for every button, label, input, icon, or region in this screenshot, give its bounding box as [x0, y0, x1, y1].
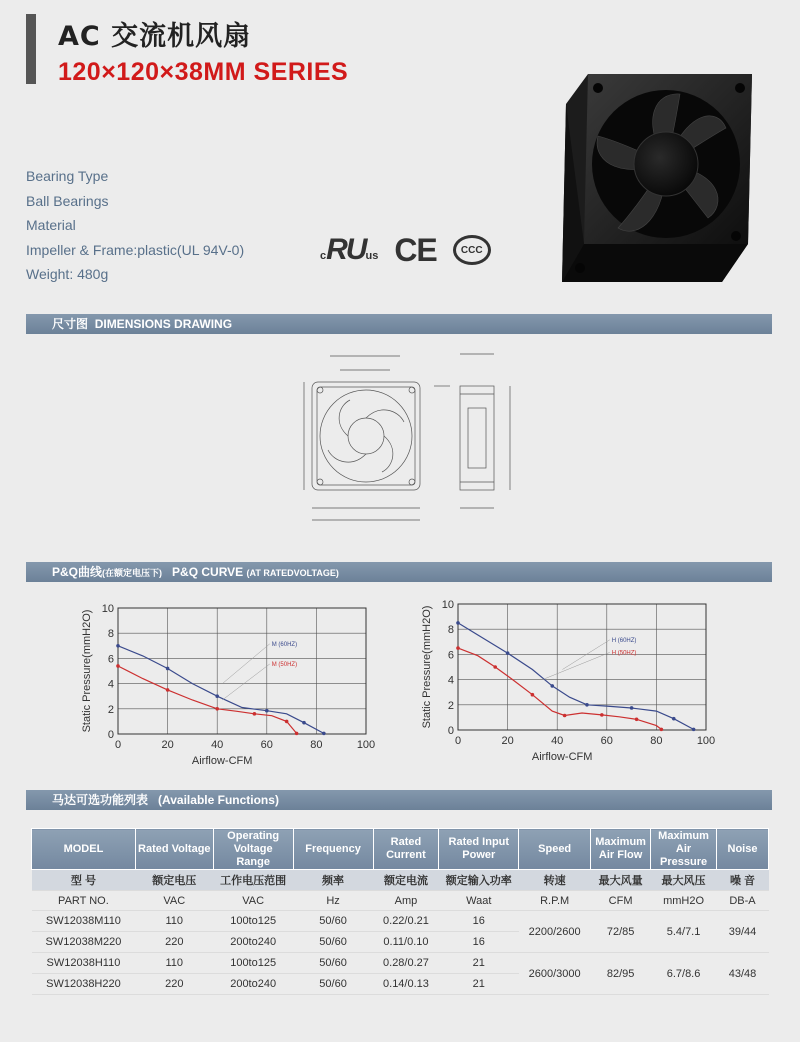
frequency-cell: 50/60: [293, 911, 373, 932]
unit-cell: CFM: [591, 891, 651, 911]
x-tick-label: 40: [211, 739, 224, 751]
title-accent-bar: [26, 14, 36, 84]
certification-logos: [320, 232, 491, 268]
power-cell: 16: [439, 911, 519, 932]
legend-label: M (60HZ): [271, 641, 298, 648]
series-point: [672, 717, 676, 721]
series-point: [585, 703, 589, 707]
series-line: [458, 648, 661, 729]
x-tick-label: 80: [650, 735, 663, 747]
rated-voltage-cell: 110: [135, 953, 213, 974]
cn-header: 额定电流: [373, 870, 439, 891]
table-units-row: [32, 891, 769, 911]
y-axis-label: Static Pressure(mmH2O): [81, 609, 93, 733]
model-cell: SW12038H110: [32, 953, 136, 974]
series-point: [456, 646, 460, 650]
col-noise: Noise: [717, 829, 769, 870]
unit-cell: DB-A: [717, 891, 769, 911]
series-title: 120×120×38MM SERIES: [58, 58, 349, 86]
cn-header: 最大风压: [651, 870, 717, 891]
voltage-range-cell: 200to240: [213, 974, 293, 995]
series-point: [166, 688, 170, 692]
y-tick-label: 2: [447, 699, 454, 712]
x-tick-label: 0: [454, 735, 462, 747]
series-point: [635, 717, 639, 721]
pq-chart-h-series: [416, 592, 726, 772]
power-cell: 21: [439, 953, 519, 974]
series-line: [118, 646, 324, 734]
model-cell: SW12038M220: [32, 932, 136, 953]
ce-mark-icon: CE: [394, 231, 437, 268]
x-tick-label: 60: [600, 735, 613, 747]
legend-label: H (50HZ): [611, 650, 637, 657]
table-row: [32, 911, 769, 932]
current-cell: 0.11/0.10: [373, 932, 439, 953]
series-point: [550, 684, 554, 688]
bearing-label: Bearing Type: [26, 168, 109, 184]
y-tick-label: 8: [107, 628, 114, 641]
functions-table: [31, 828, 769, 995]
current-cell: 0.14/0.13: [373, 974, 439, 995]
dimensions-drawing: [300, 348, 530, 543]
series-point: [253, 712, 257, 716]
x-axis-label: Airflow-CFM: [531, 751, 593, 763]
ul-mark-icon: c RU us: [320, 233, 379, 266]
legend-leader: [222, 644, 269, 684]
x-tick-label: 20: [161, 739, 174, 751]
x-tick-label: 100: [696, 735, 716, 747]
x-tick-label: 40: [551, 735, 564, 747]
col-rated-current: Rated Current: [373, 829, 439, 870]
cn-header: 频率: [293, 870, 373, 891]
series-point: [116, 664, 120, 668]
unit-cell: PART NO.: [32, 891, 136, 911]
cn-header: 工作电压范围: [213, 870, 293, 891]
y-tick-label: 0: [107, 729, 114, 741]
series-point: [456, 621, 460, 625]
cn-header: 转速: [519, 870, 591, 891]
series-line: [118, 666, 297, 733]
rated-voltage-cell: 220: [135, 932, 213, 953]
x-tick-label: 20: [501, 735, 514, 747]
rated-voltage-cell: 220: [135, 974, 213, 995]
series-point: [630, 706, 634, 710]
model-cell: SW12038M110: [32, 911, 136, 932]
fan-product-image: [558, 68, 754, 284]
voltage-range-cell: 100to125: [213, 911, 293, 932]
cn-header: 最大风量: [591, 870, 651, 891]
legend-label: M (50HZ): [271, 661, 298, 668]
x-tick-label: 100: [356, 739, 376, 751]
model-cell: SW12038H220: [32, 974, 136, 995]
bearing-value: Ball Bearings: [26, 192, 109, 209]
pq-chart-m-series: [76, 596, 386, 776]
unit-cell: Hz: [293, 891, 373, 911]
y-tick-label: 4: [447, 674, 454, 687]
series-point: [531, 693, 535, 697]
spec-list: [26, 164, 244, 287]
page-title: AC 交流机风扇: [58, 21, 252, 52]
noise-cell: 43/48: [717, 953, 769, 995]
unit-cell: mmH2O: [651, 891, 717, 911]
y-tick-label: 10: [101, 603, 114, 615]
x-tick-label: 80: [310, 739, 323, 751]
unit-cell: VAC: [213, 891, 293, 911]
series-point: [506, 651, 510, 655]
cn-header: 额定电压: [135, 870, 213, 891]
unit-cell: Amp: [373, 891, 439, 911]
airflow-cell: 72/85: [591, 911, 651, 953]
weight-value: Weight: 480g: [26, 266, 109, 282]
series-point: [285, 720, 289, 724]
frequency-cell: 50/60: [293, 974, 373, 995]
legend-leader: [222, 664, 269, 700]
frequency-cell: 50/60: [293, 953, 373, 974]
y-tick-label: 4: [107, 678, 114, 691]
col-model: MODEL: [32, 829, 136, 870]
ccc-mark-icon: CCC: [453, 235, 491, 265]
noise-cell: 39/44: [717, 911, 769, 953]
voltage-range-cell: 100to125: [213, 953, 293, 974]
unit-cell: VAC: [135, 891, 213, 911]
series-point: [166, 667, 170, 671]
series-point: [600, 713, 604, 717]
series-point: [215, 694, 219, 698]
series-point: [295, 732, 299, 736]
series-point: [322, 732, 326, 736]
speed-cell: 2600/3000: [519, 953, 591, 995]
series-point: [215, 707, 219, 711]
functions-section-header: 马达可选功能列表 (Available Functions): [26, 790, 772, 810]
legend-leader: [543, 652, 610, 679]
table-header-row: [32, 829, 769, 870]
series-point: [563, 714, 567, 718]
unit-cell: Waat: [439, 891, 519, 911]
y-tick-label: 8: [447, 624, 454, 637]
series-point: [116, 644, 120, 648]
rated-voltage-cell: 110: [135, 911, 213, 932]
y-tick-label: 0: [447, 725, 454, 737]
y-axis-label: Static Pressure(mmH2O): [421, 605, 433, 729]
power-cell: 16: [439, 932, 519, 953]
col-voltage-range: Operating Voltage Range: [213, 829, 293, 870]
current-cell: 0.22/0.21: [373, 911, 439, 932]
plot-frame: [118, 608, 366, 734]
x-tick-label: 0: [114, 739, 122, 751]
pressure-cell: 6.7/8.6: [651, 953, 717, 995]
x-axis-label: Airflow-CFM: [191, 755, 253, 767]
legend-label: H (60HZ): [611, 637, 637, 644]
frequency-cell: 50/60: [293, 932, 373, 953]
y-tick-label: 6: [447, 649, 454, 662]
power-cell: 21: [439, 974, 519, 995]
table-cn-header-row: [32, 870, 769, 891]
current-cell: 0.28/0.27: [373, 953, 439, 974]
series-point: [265, 709, 269, 713]
material-label: Material: [26, 217, 76, 233]
col-max-pressure: Maximum Air Pressure: [651, 829, 717, 870]
y-tick-label: 6: [107, 653, 114, 666]
cn-header: 型 号: [32, 870, 136, 891]
col-frequency: Frequency: [293, 829, 373, 870]
pq-curve-section-header: P&Q曲线(在额定电压下) P&Q CURVE (AT RATEDVOLTAGE): [26, 562, 772, 582]
series-point: [302, 721, 306, 725]
col-rated-voltage: Rated Voltage: [135, 829, 213, 870]
col-rated-power: Rated Input Power: [439, 829, 519, 870]
material-value: Impeller & Frame:plastic(UL 94V-0): [26, 241, 245, 258]
speed-cell: 2200/2600: [519, 911, 591, 953]
table-row: [32, 953, 769, 974]
y-tick-label: 10: [441, 599, 454, 611]
dimensions-section-header: 尺寸图 DIMENSIONS DRAWING: [26, 314, 772, 334]
y-tick-label: 2: [107, 703, 114, 716]
unit-cell: R.P.M: [519, 891, 591, 911]
pressure-cell: 5.4/7.1: [651, 911, 717, 953]
x-tick-label: 60: [260, 739, 273, 751]
cn-header: 额定输入功率: [439, 870, 519, 891]
series-point: [660, 728, 664, 732]
cn-header: 噪 音: [717, 870, 769, 891]
series-point: [692, 728, 696, 732]
airflow-cell: 82/95: [591, 953, 651, 995]
col-max-airflow: Maximum Air Flow: [591, 829, 651, 870]
series-point: [493, 665, 497, 669]
voltage-range-cell: 200to240: [213, 932, 293, 953]
col-speed: Speed: [519, 829, 591, 870]
